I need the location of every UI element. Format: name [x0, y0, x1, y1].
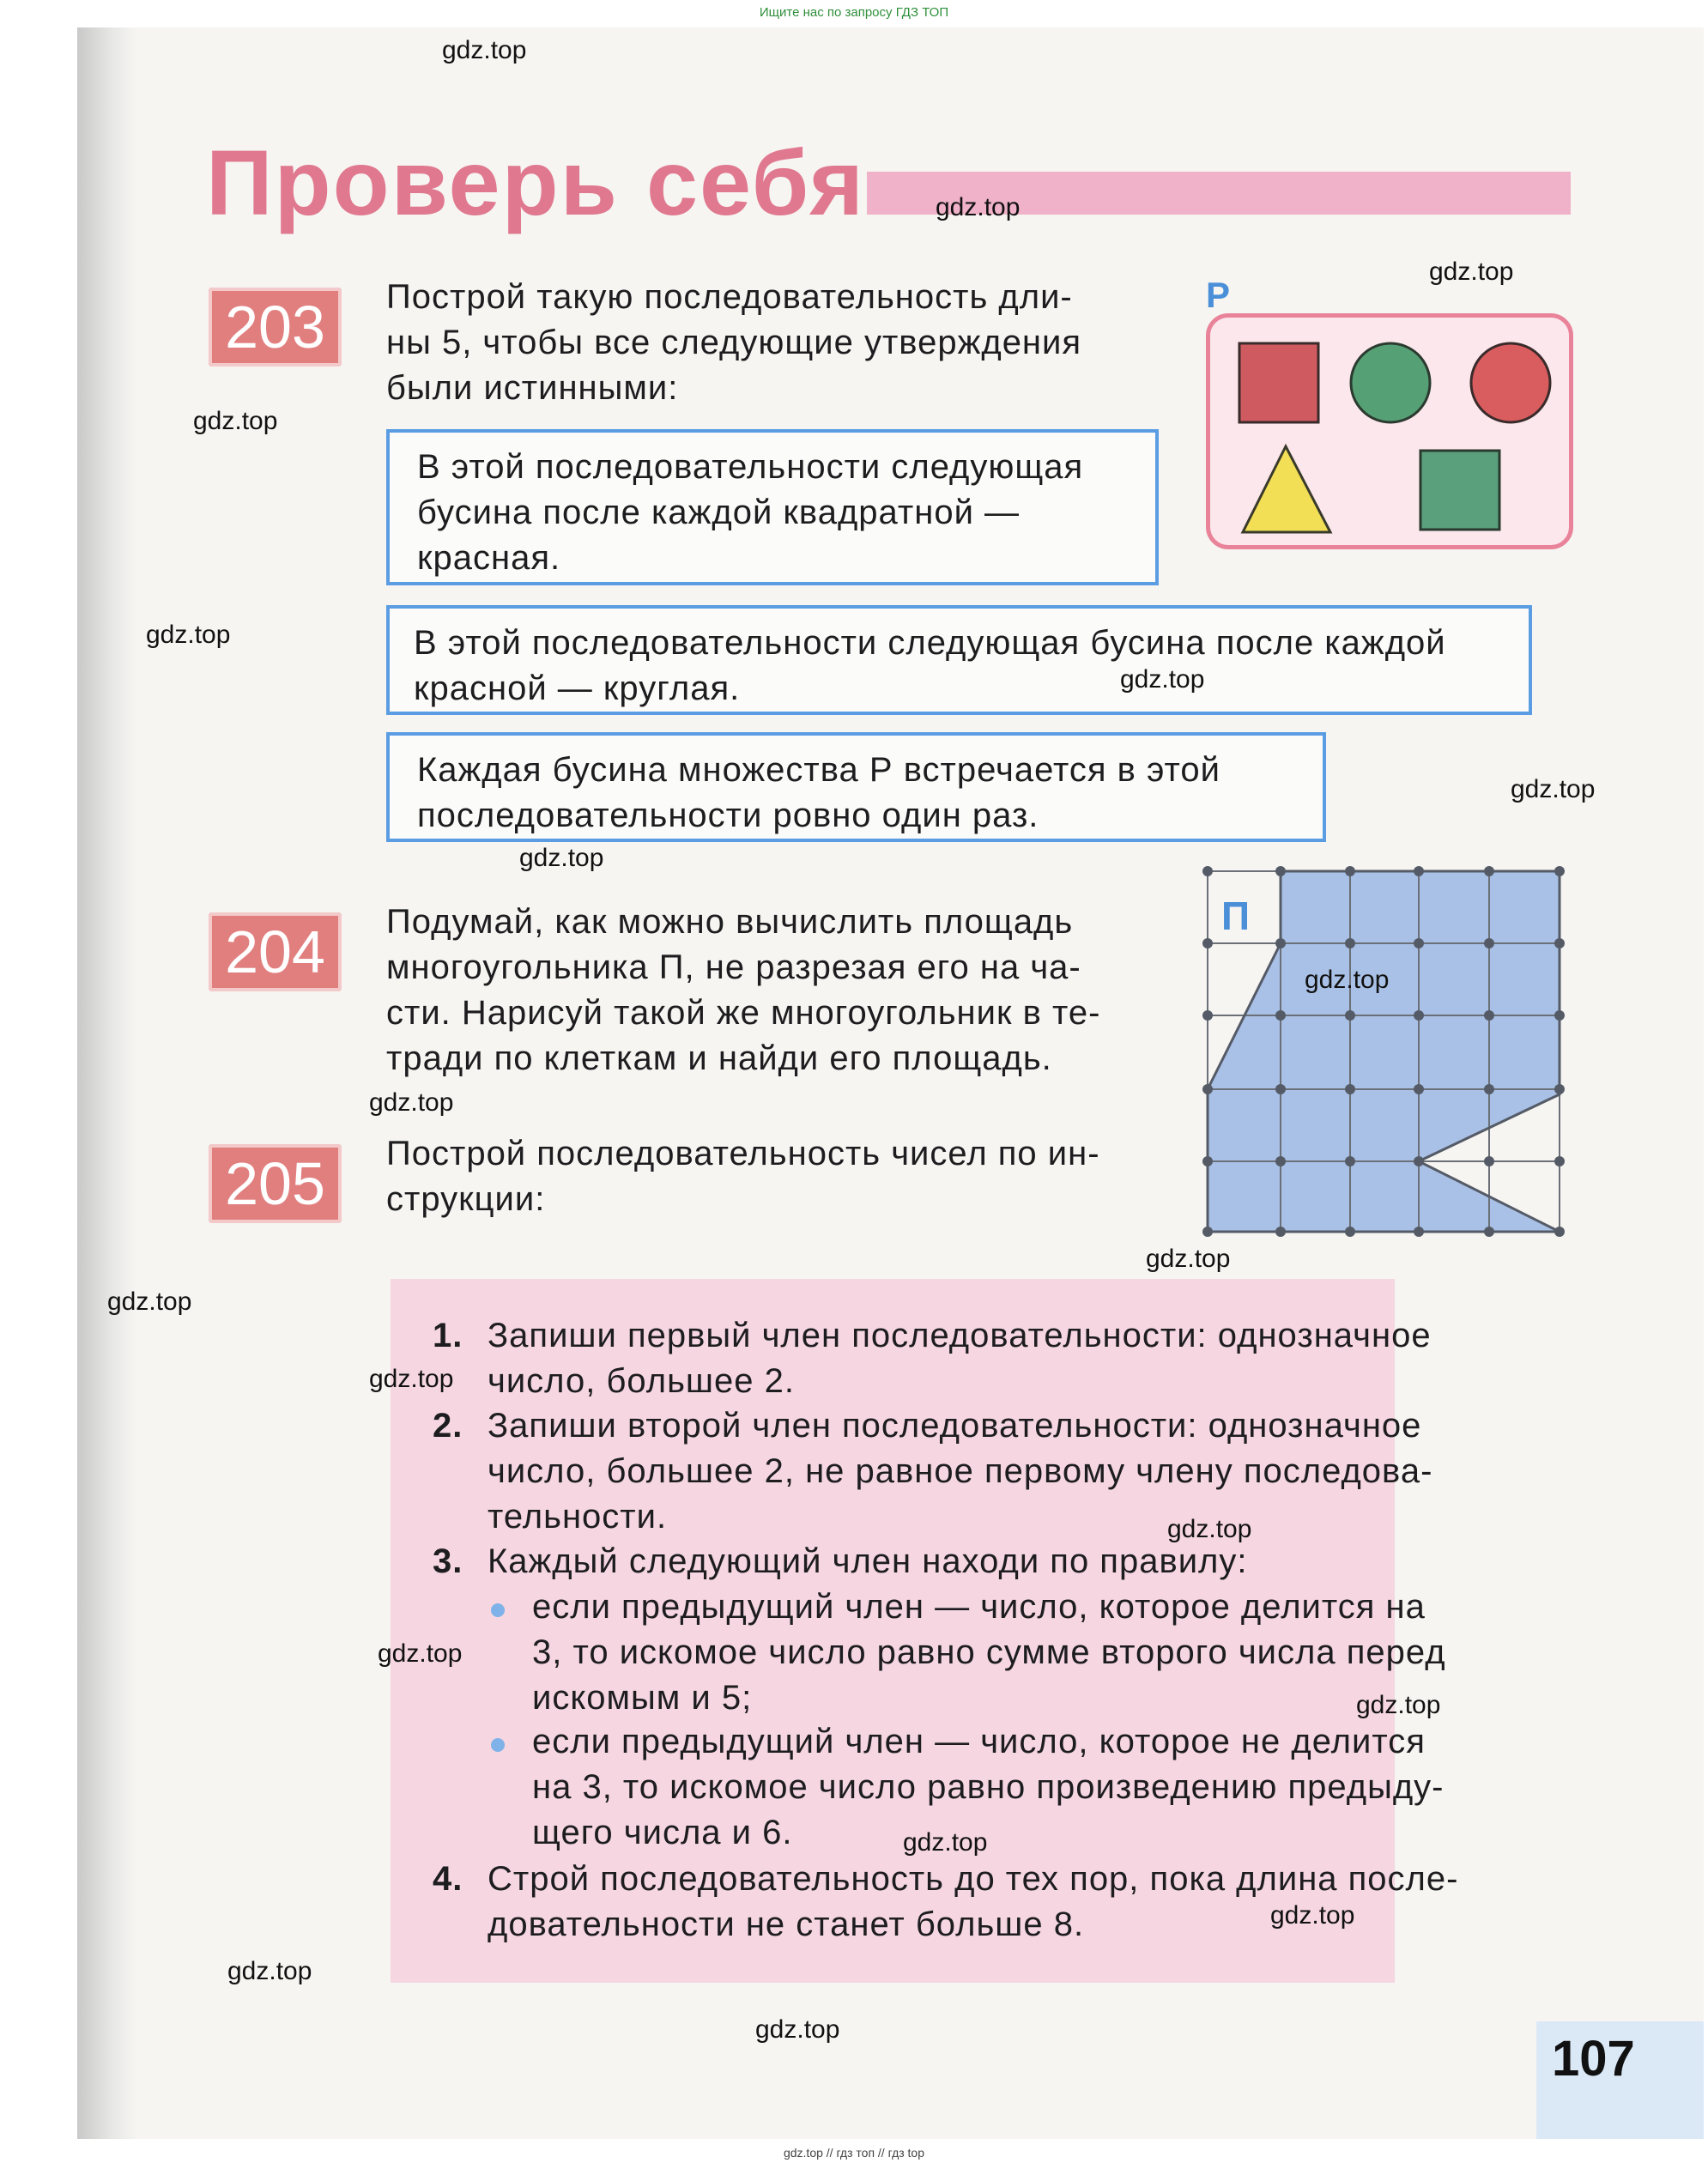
task-number-205: 205: [209, 1144, 342, 1223]
bottom-banner: gdz.top // гдз топ // гдз top: [783, 2146, 925, 2160]
polygon-p: [1208, 871, 1560, 1232]
text-line: тради по клеткам и найди его площадь.: [386, 1039, 1052, 1077]
bead-set-drawing: [1210, 318, 1569, 545]
bead-set-p: [1206, 313, 1573, 549]
watermark: gdz.top: [519, 844, 604, 872]
step-3: [433, 1539, 1248, 1584]
watermark: gdz.top: [107, 1287, 192, 1316]
task-number-204: 204: [209, 912, 342, 991]
text-line: тельности.: [488, 1498, 668, 1536]
text-line: Каждый следующий член находи по правилу:: [488, 1542, 1248, 1580]
watermark: gdz.top: [1429, 257, 1514, 286]
watermark: gdz.top: [1146, 1245, 1231, 1273]
watermark: gdz.top: [442, 36, 527, 64]
yellow-triangle-bead: [1243, 446, 1330, 532]
step-2: [433, 1403, 1433, 1540]
text-line: число, большее 2, не равное первому члену последова-: [488, 1452, 1433, 1490]
text-line: Каждая бусина множества Р встречается в этой: [417, 751, 1220, 789]
text-line: бусина после каждой квадратной —: [417, 494, 1021, 531]
step-1: [433, 1313, 1432, 1404]
watermark: gdz.top: [1356, 1691, 1441, 1719]
rule-bullet-1: [532, 1584, 1446, 1721]
top-banner: Ищите нас по запросу ГДЗ ТОП: [759, 5, 949, 20]
figure-label: П: [1221, 894, 1251, 938]
text-line: 3, то искомое число равно сумме второго числа перед: [532, 1633, 1446, 1671]
watermark: gdz.top: [146, 621, 231, 649]
watermark: gdz.top: [227, 1957, 312, 1985]
text-line: Построй последовательность чисел по ин-: [386, 1135, 1100, 1172]
statement-box-2: [386, 605, 1532, 715]
text-line: Построй такую последовательность дли-: [386, 278, 1073, 316]
step-number: 3.: [433, 1542, 463, 1580]
watermark: gdz.top: [1305, 966, 1390, 994]
text-line: Запиши первый член последовательности: однозначное: [488, 1317, 1432, 1354]
watermark: gdz.top: [1167, 1515, 1252, 1543]
text-line: сти. Нарисуй такой же многоугольник в те-: [386, 994, 1101, 1032]
text-line: струкции:: [386, 1180, 546, 1218]
text-line: на 3, то искомое число равно произведению предыду-: [532, 1768, 1445, 1806]
watermark: gdz.top: [1120, 665, 1205, 694]
text-line: если предыдущий член — число, которое делится на: [532, 1588, 1426, 1626]
watermark: gdz.top: [903, 1828, 988, 1857]
set-label: Р: [1206, 275, 1231, 315]
red-circle-bead: [1471, 343, 1550, 422]
watermark: gdz.top: [755, 2015, 840, 2044]
text-line: искомым и 5;: [532, 1679, 753, 1717]
watermark: gdz.top: [369, 1088, 454, 1117]
watermark: gdz.top: [369, 1365, 454, 1393]
task-205-text: [386, 1131, 1100, 1222]
task-203-intro: [386, 275, 1081, 411]
text-line: щего числа и 6.: [532, 1814, 793, 1851]
step-number: 1.: [433, 1317, 463, 1354]
green-circle-bead: [1351, 343, 1430, 422]
page-title: Проверь себя: [206, 130, 865, 234]
text-line: Подумай, как можно вычислить площадь: [386, 903, 1074, 941]
statement-box-3: [386, 732, 1326, 842]
watermark: gdz.top: [1270, 1901, 1355, 1930]
bullet-point: [491, 1738, 505, 1752]
text-line: если предыдущий член — число, которое не делится: [532, 1723, 1426, 1760]
statement-box-1: [386, 429, 1159, 585]
step-number: 2.: [433, 1407, 463, 1445]
watermark: gdz.top: [193, 407, 278, 435]
text-line: ны 5, чтобы все следующие утверждения: [386, 324, 1082, 361]
page-spine-shadow: [77, 27, 137, 2139]
text-line: были истинными:: [386, 369, 679, 407]
polygon-p-grid-figure: [1197, 863, 1575, 1249]
text-line: довательности не станет больше 8.: [488, 1905, 1085, 1943]
text-line: красная.: [417, 539, 561, 577]
text-line: В этой последовательности следующая бусина после каждой: [414, 624, 1446, 662]
red-square-bead: [1239, 343, 1318, 422]
text-line: красной — круглая.: [414, 669, 741, 707]
bullet-point: [491, 1603, 505, 1617]
text-line: многоугольника П, не разрезая его на ча-: [386, 948, 1081, 986]
text-line: В этой последовательности следующая: [417, 448, 1084, 486]
green-square-bead: [1420, 451, 1499, 530]
task-204-text: [386, 900, 1100, 1081]
text-line: последовательности ровно один раз.: [417, 797, 1039, 834]
step-number: 4.: [433, 1860, 463, 1898]
watermark: gdz.top: [378, 1639, 463, 1668]
text-line: Запиши второй член последовательности: однозначное: [488, 1407, 1422, 1445]
task-number-203: 203: [209, 288, 342, 367]
watermark: gdz.top: [1511, 775, 1596, 803]
text-line: число, большее 2.: [488, 1362, 795, 1400]
watermark: gdz.top: [936, 193, 1021, 221]
text-line: Строй последовательность до тех пор, пока длина после-: [488, 1860, 1459, 1898]
page-number: 107: [1552, 2031, 1635, 2087]
rule-bullet-2: [532, 1719, 1444, 1856]
